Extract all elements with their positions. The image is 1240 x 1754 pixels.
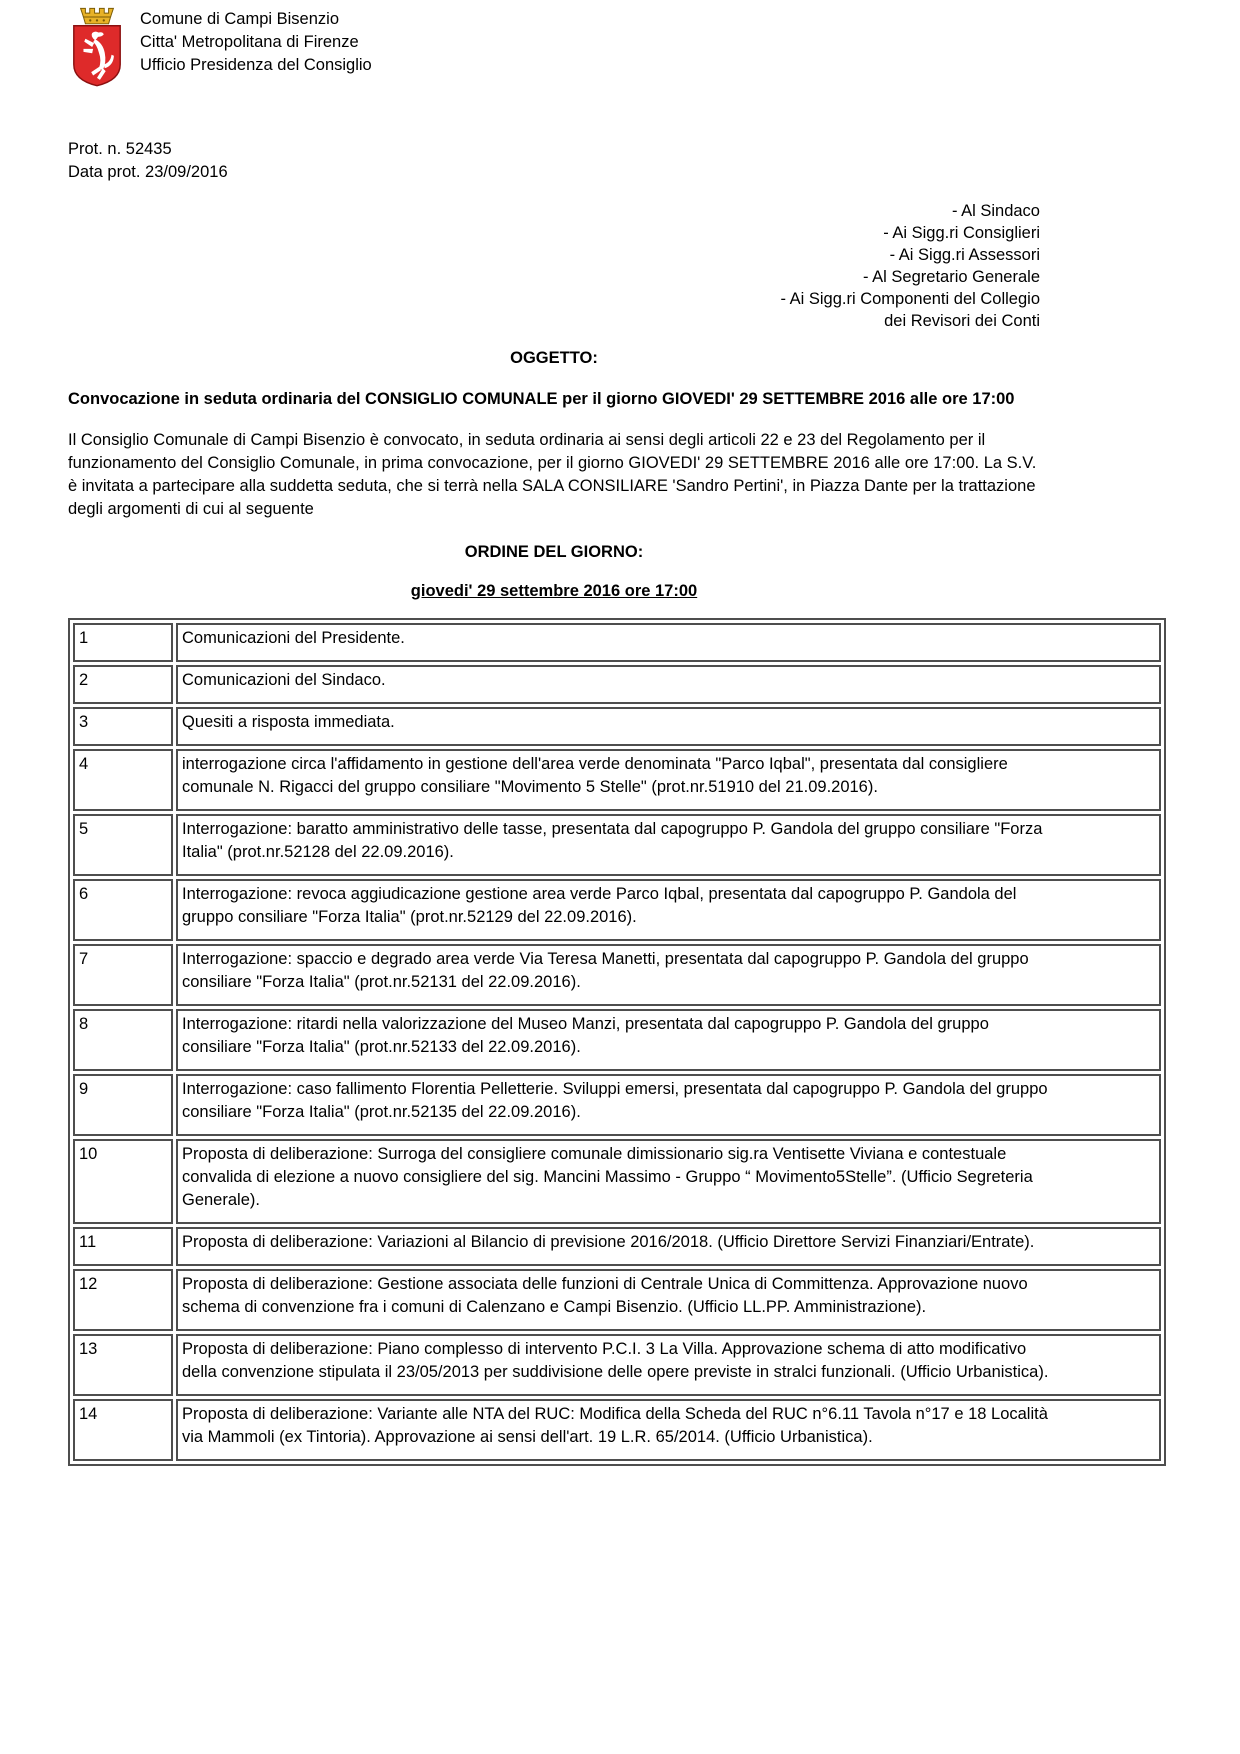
agenda-row: [73, 1139, 1161, 1224]
agenda-item-text: Interrogazione: baratto amministrativo delle tasse, presentata dal capogruppo P. Gandola del gruppo consiliare "Forza Italia" (prot.nr.52128 del 22.09.2016).: [182, 820, 1043, 861]
recipient-line: dei Revisori dei Conti: [884, 312, 1040, 330]
agenda-row: [73, 944, 1161, 1006]
agenda-item-number: 11: [73, 1227, 173, 1266]
org-name: Comune di Campi Bisenzio: [140, 10, 340, 28]
agenda-item-cell: [176, 623, 1161, 662]
agenda-row: [73, 1399, 1161, 1461]
agenda-item-number: 9: [73, 1074, 173, 1136]
agenda-item-number: 6: [73, 879, 173, 941]
agenda-row: [73, 1009, 1161, 1071]
protocol-date: Data prot. 23/09/2016: [68, 163, 228, 181]
subject-text: Convocazione in seduta ordinaria del CONSIGLIO COMUNALE per il giorno GIOVEDI' 29 SETTEMBRE 2016 alle ore 17:00: [68, 390, 1015, 408]
agenda-item-cell: [176, 814, 1161, 876]
agenda-item-number: 5: [73, 814, 173, 876]
agenda-item-cell: [176, 1139, 1161, 1224]
agenda-item-cell: [176, 707, 1161, 746]
agenda-item-cell: [176, 1269, 1161, 1331]
agenda-item-number: 12: [73, 1269, 173, 1331]
recipient-line: - Al Sindaco: [951, 202, 1040, 220]
crown-dot: [89, 19, 91, 21]
agenda-item-number: 8: [73, 1009, 173, 1071]
agenda-item-text: Proposta di deliberazione: Surroga del consigliere comunale dimissionario sig.ra Ventisette Viviana e contestuale convalida di elezione a nuovo consigliere del sig. Mancini Massimo - Gruppo “ Movimento5Stelle”. (Ufficio Segreteria Generale).: [182, 1145, 1033, 1209]
subject-label: OGGETTO:: [510, 349, 598, 367]
agenda-item-text: Comunicazioni del Sindaco.: [182, 671, 386, 689]
org-region: Citta' Metropolitana di Firenze: [140, 33, 359, 51]
agenda-item-number: 10: [73, 1139, 173, 1224]
agenda-item-cell: [176, 1227, 1161, 1266]
agenda-item-text: Proposta di deliberazione: Variazioni al Bilancio di previsione 2016/2018. (Ufficio Direttore Servizi Finanziari/Entrate).: [182, 1233, 1035, 1251]
agenda-item-text: Interrogazione: ritardi nella valorizzazione del Museo Manzi, presentata dal capogruppo P. Gandola del gruppo consiliare "Forza Italia" (prot.nr.52133 del 22.09.2016).: [182, 1015, 989, 1056]
organization-block: [140, 6, 372, 77]
agenda-item-cell: [176, 1009, 1161, 1071]
agenda-item-number: 3: [73, 707, 173, 746]
agenda-item-number: 1: [73, 623, 173, 662]
agenda-item-cell: [176, 665, 1161, 704]
agenda-item-text: Interrogazione: revoca aggiudicazione gestione area verde Parco Iqbal, presentata dal capogruppo P. Gandola del gruppo consiliare "Forza Italia" (prot.nr.52129 del 22.09.2016).: [182, 885, 1017, 926]
agenda-row: [73, 814, 1161, 876]
agenda-row: [73, 879, 1161, 941]
agenda-item-text: Interrogazione: caso fallimento Florentia Pelletterie. Sviluppi emersi, presentata dal capogruppo P. Gandola del gruppo consiliare "Forza Italia" (prot.nr.52135 del 22.09.2016).: [182, 1080, 1048, 1121]
body-paragraph: Il Consiglio Comunale di Campi Bisenzio è convocato, in seduta ordinaria ai sensi degli articoli 22 e 23 del Regolamento per il funzionamento del Consiglio Comunale, in prima convocazione, per il giorno GIOVEDI' 29 SETTEMBRE 2016 alle ore 17:00. La S.V. è invitata a partecipare alla suddetta seduta, che si terrà nella SALA CONSILIARE 'Sandro Pertini', in Piazza Dante per la trattazione degli argomenti di cui al seguente: [68, 431, 1037, 518]
agenda-row: [73, 707, 1161, 746]
coat-of-arms-icon: [68, 6, 126, 88]
agenda-item-cell: [176, 944, 1161, 1006]
agenda-row: [73, 623, 1161, 662]
agenda-item-cell: [176, 1334, 1161, 1396]
recipient-line: - Al Segretario Generale: [862, 268, 1040, 286]
agenda-item-number: 4: [73, 749, 173, 811]
recipient-line: - Ai Sigg.ri Assessori: [889, 246, 1040, 264]
recipients-block: [68, 200, 1040, 332]
agenda-item-cell: [176, 1074, 1161, 1136]
agenda-row: [73, 1227, 1161, 1266]
letterhead: [68, 6, 1240, 88]
agenda-item-cell: [176, 749, 1161, 811]
agenda-table: [68, 618, 1166, 1466]
org-office: Ufficio Presidenza del Consiglio: [140, 56, 372, 74]
agenda-item-text: interrogazione circa l'affidamento in gestione dell'area verde denominata "Parco Iqbal", presentata dal consigliere comunale N. Rigacci del gruppo consiliare "Movimento 5 Stelle" (prot.nr.51910 del 21.09.2016).: [182, 755, 1008, 796]
agenda-item-number: 13: [73, 1334, 173, 1396]
agenda-item-text: Proposta di deliberazione: Gestione associata delle funzioni di Centrale Unica di Committenza. Approvazione nuovo schema di convenzione fra i comuni di Calenzano e Campi Bisenzio. (Ufficio LL.PP. Amministrazione).: [182, 1275, 1028, 1316]
protocol-number: Prot. n. 52435: [68, 140, 172, 158]
agenda-row: [73, 1269, 1161, 1331]
agenda-row: [73, 749, 1161, 811]
agenda-item-text: Interrogazione: spaccio e degrado area verde Via Teresa Manetti, presentata dal capogruppo P. Gandola del gruppo consiliare "Forza Italia" (prot.nr.52131 del 22.09.2016).: [182, 950, 1029, 991]
protocol-block: [68, 138, 1240, 184]
agenda-item-number: 2: [73, 665, 173, 704]
agenda-item-cell: [176, 1399, 1161, 1461]
agenda-item-text: Proposta di deliberazione: Variante alle NTA del RUC: Modifica della Scheda del RUC n°6.11 Tavola n°17 e 18 Località via Mammoli (ex Tintoria). Approvazione ai sensi dell'art. 19 L.R. 65/2014. (Ufficio Urbanistica).: [182, 1405, 1048, 1446]
agenda-row: [73, 665, 1161, 704]
crown-dot: [103, 19, 105, 21]
agenda-item-text: Comunicazioni del Presidente.: [182, 629, 405, 647]
recipient-line: - Ai Sigg.ri Consiglieri: [883, 224, 1040, 242]
agenda-row: [73, 1334, 1161, 1396]
agenda-session-date: giovedi' 29 settembre 2016 ore 17:00: [410, 582, 698, 600]
agenda-row: [73, 1074, 1161, 1136]
recipient-line: - Ai Sigg.ri Componenti del Collegio: [780, 290, 1040, 308]
agenda-item-cell: [176, 879, 1161, 941]
agenda-item-number: 7: [73, 944, 173, 1006]
crown-top: [81, 8, 114, 17]
agenda-heading: ORDINE DEL GIORNO:: [464, 543, 644, 561]
crown-dot: [96, 19, 98, 21]
agenda-item-text: Proposta di deliberazione: Piano complesso di intervento P.C.I. 3 La Villa. Approvazione schema di atto modificativo della convenzione stipulata il 23/05/2013 per suddivisione delle opere previste in stralci funzionali. (Ufficio Urbanistica).: [182, 1340, 1049, 1381]
agenda-item-number: 14: [73, 1399, 173, 1461]
agenda-item-text: Quesiti a risposta immediata.: [182, 713, 395, 731]
